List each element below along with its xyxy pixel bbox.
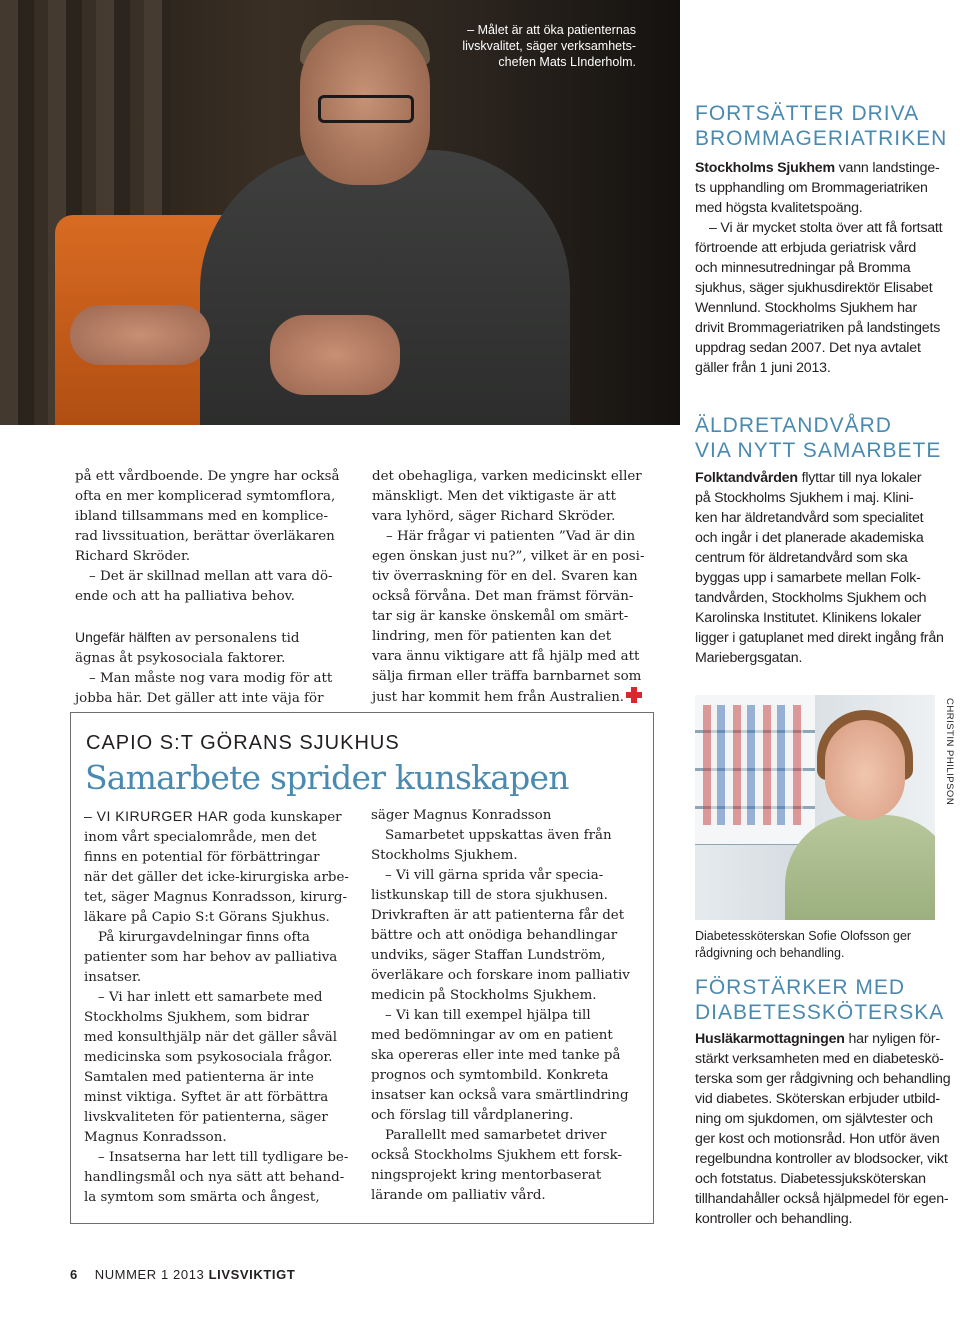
box-kicker: CAPIO S:T GÖRANS SJUKHUS — [86, 732, 400, 754]
box-column-1: – VI KIRURGER HAR goda kunskaper inom vårt specialområde, men det finns en potential för förbättringar när det gäller det icke-kirurgiska arbe- tet, säger Magnus Konradsson, kirurg- läkare på Capio S:t Görans Sjukhus. På kirurgavdelningar finns ofta patienter som har behov av palliativa insatser. – Vi har inlett ett samarbete med Stockholms Sjukhem, som bidrar med konsulthjälp när det gäller såväl medicinska som psykosociala frågor. Samtalen med patienterna är inte minst viktiga. Syftet är att förbättra livskvaliteten för patienterna, säger Magnus Konradsson. – Insatserna har lett till tydligare be- handlingsmål och nya sätt att behand- la symtom som smärta och ångest, — [84, 808, 349, 1205]
end-cross-icon — [626, 687, 642, 703]
article-column-1: på ett vårdboende. De yngre har också ofta en mer komplicerad symtomflora, ibland tillsammans med en komplice- rad livssituation, berättar överläkaren Richard Skröder. – Det är skillnad mellan att vara dö- ende och att ha palliativa behov. Ungefär hälften av personalens tid ägnas åt psykosociala faktorer. – Man måste nog vara modig för att jobba här. Det gäller att inte väja för — [75, 469, 340, 706]
issue-label: NUMMER 1 2013 — [94, 1267, 205, 1282]
section-heading: ÄLDRETANDVÅRD VIA NYTT SAMARBETE — [695, 414, 942, 462]
sidebar-section-brommageriatriken: FORTSÄTTER DRIVA BROMMAGERIATRIKEN Stockholms Sjukhem vann landstinge- ts upphandling om Brommageriatriken med högsta kvalitetspoäng. – Vi är mycket stolta över att få fortsatt förtroende att erbjuda geriatrisk vård och minnesutredningar på Bromma sjukhus, säger sjukhusdirektör Elisabet Wennlund. Stockholms Sjukhem har drivit Brommageriatriken på landstingets uppdrag sedan 2007. Det nya avtalet gäller från 1 juni 2013. — [695, 101, 960, 378]
box-headline: Samarbete sprider kunskapen — [85, 758, 569, 797]
sidebar-section-aldretandvard: ÄLDRETANDVÅRD VIA NYTT SAMARBETE Folktandvården flyttar till nya lokaler på Stockholms Sjukhem i maj. Klini- ken har äldretandvård som specialitet och ingår i det planerade akademiska centrum för äldretandvård som ska byggas upp i samarbete mellan Folk- tandvården, Stockholms Sjukhem och Karolinska Institutet. Klinikens lokaler ligger i gatuplanet med direkt ingång från Mariebergsgatan. — [695, 413, 960, 668]
photo-credit: CHRISTIN PHILIPSON — [944, 698, 955, 806]
nurse-photo — [695, 695, 935, 920]
section-heading: FORTSÄTTER DRIVA BROMMAGERIATRIKEN — [695, 102, 948, 150]
page-number: 6 — [70, 1267, 78, 1282]
capio-box — [70, 712, 654, 1224]
main-photo — [0, 0, 680, 425]
box-column-2: säger Magnus Konradsson Samarbetet uppskattas även från Stockholms Sjukhem. – Vi vill gärna sprida vår specia- listkunskap till de stora sjukhusen. Drivkraften är att patienterna får det bättre och att onödiga behandlingar undviks, säger Staffan Lundström, överläkare och forskare inom palliativ medicin på Stockholms Sjukhem. – Vi kan till exempel hjälpa till med bedömningar av om en patient ska opereras eller inte med tanke på prognos och symtombild. Konkreta insatser kan också vara smärtlindring och förslag till vårdplanering. Parallellt med samarbetet driver också Stockholms Sjukhem ett forsk- ningsprojekt kring mentorbaserat lärande om palliativ vård. — [371, 808, 630, 1203]
section-heading: FÖRSTÄRKER MED DIABETESSKÖTERSKA — [695, 976, 945, 1024]
nurse-caption: Diabetessköterskan Sofie Olofsson ger rådgivning och behandling. — [695, 929, 912, 960]
sidebar-section-diabetes: FÖRSTÄRKER MED DIABETESSKÖTERSKA Husläkarmottagningen har nyligen för- stärkt verksamheten med en diabeteskö- terska som ger rådgivning och behandling vid diabetes. Sköterskan erbjuder utbild- ning om sjukdomen, om självtester och ger kost och motionsråd. Hon utför även regelbundna kontroller av blodsocker, vikt och fotstatus. Diabetessjuksköterskan tillhandahåller också hjälpmedel för egen- kontroller och behandling. — [695, 975, 960, 1229]
article-column-2: det obehagliga, varken medicinskt eller mänskligt. Men det viktigaste är att vara lyhörd, säger Richard Skröder. – Här frågar vi patienten ”Vad är din egen önskan just nu?”, vilket är en posi- tiv överraskning för en del. Svaren kan också förvåna. Det man främst förvän- tar sig är kanske önskemål om smärt- lindring, men för patienten kan det vara ännu viktigare att få hjälp med att sälja firman eller träffa barnbarnet som just har kommit hem från Australien. — [372, 469, 645, 705]
page-footer — [70, 1267, 295, 1282]
magazine-name: LIVSVIKTIGT — [208, 1267, 296, 1282]
photo-caption: – Målet är att öka patienternas livskvalitet, säger verksamhets- chefen Mats LInderholm. — [462, 23, 636, 69]
